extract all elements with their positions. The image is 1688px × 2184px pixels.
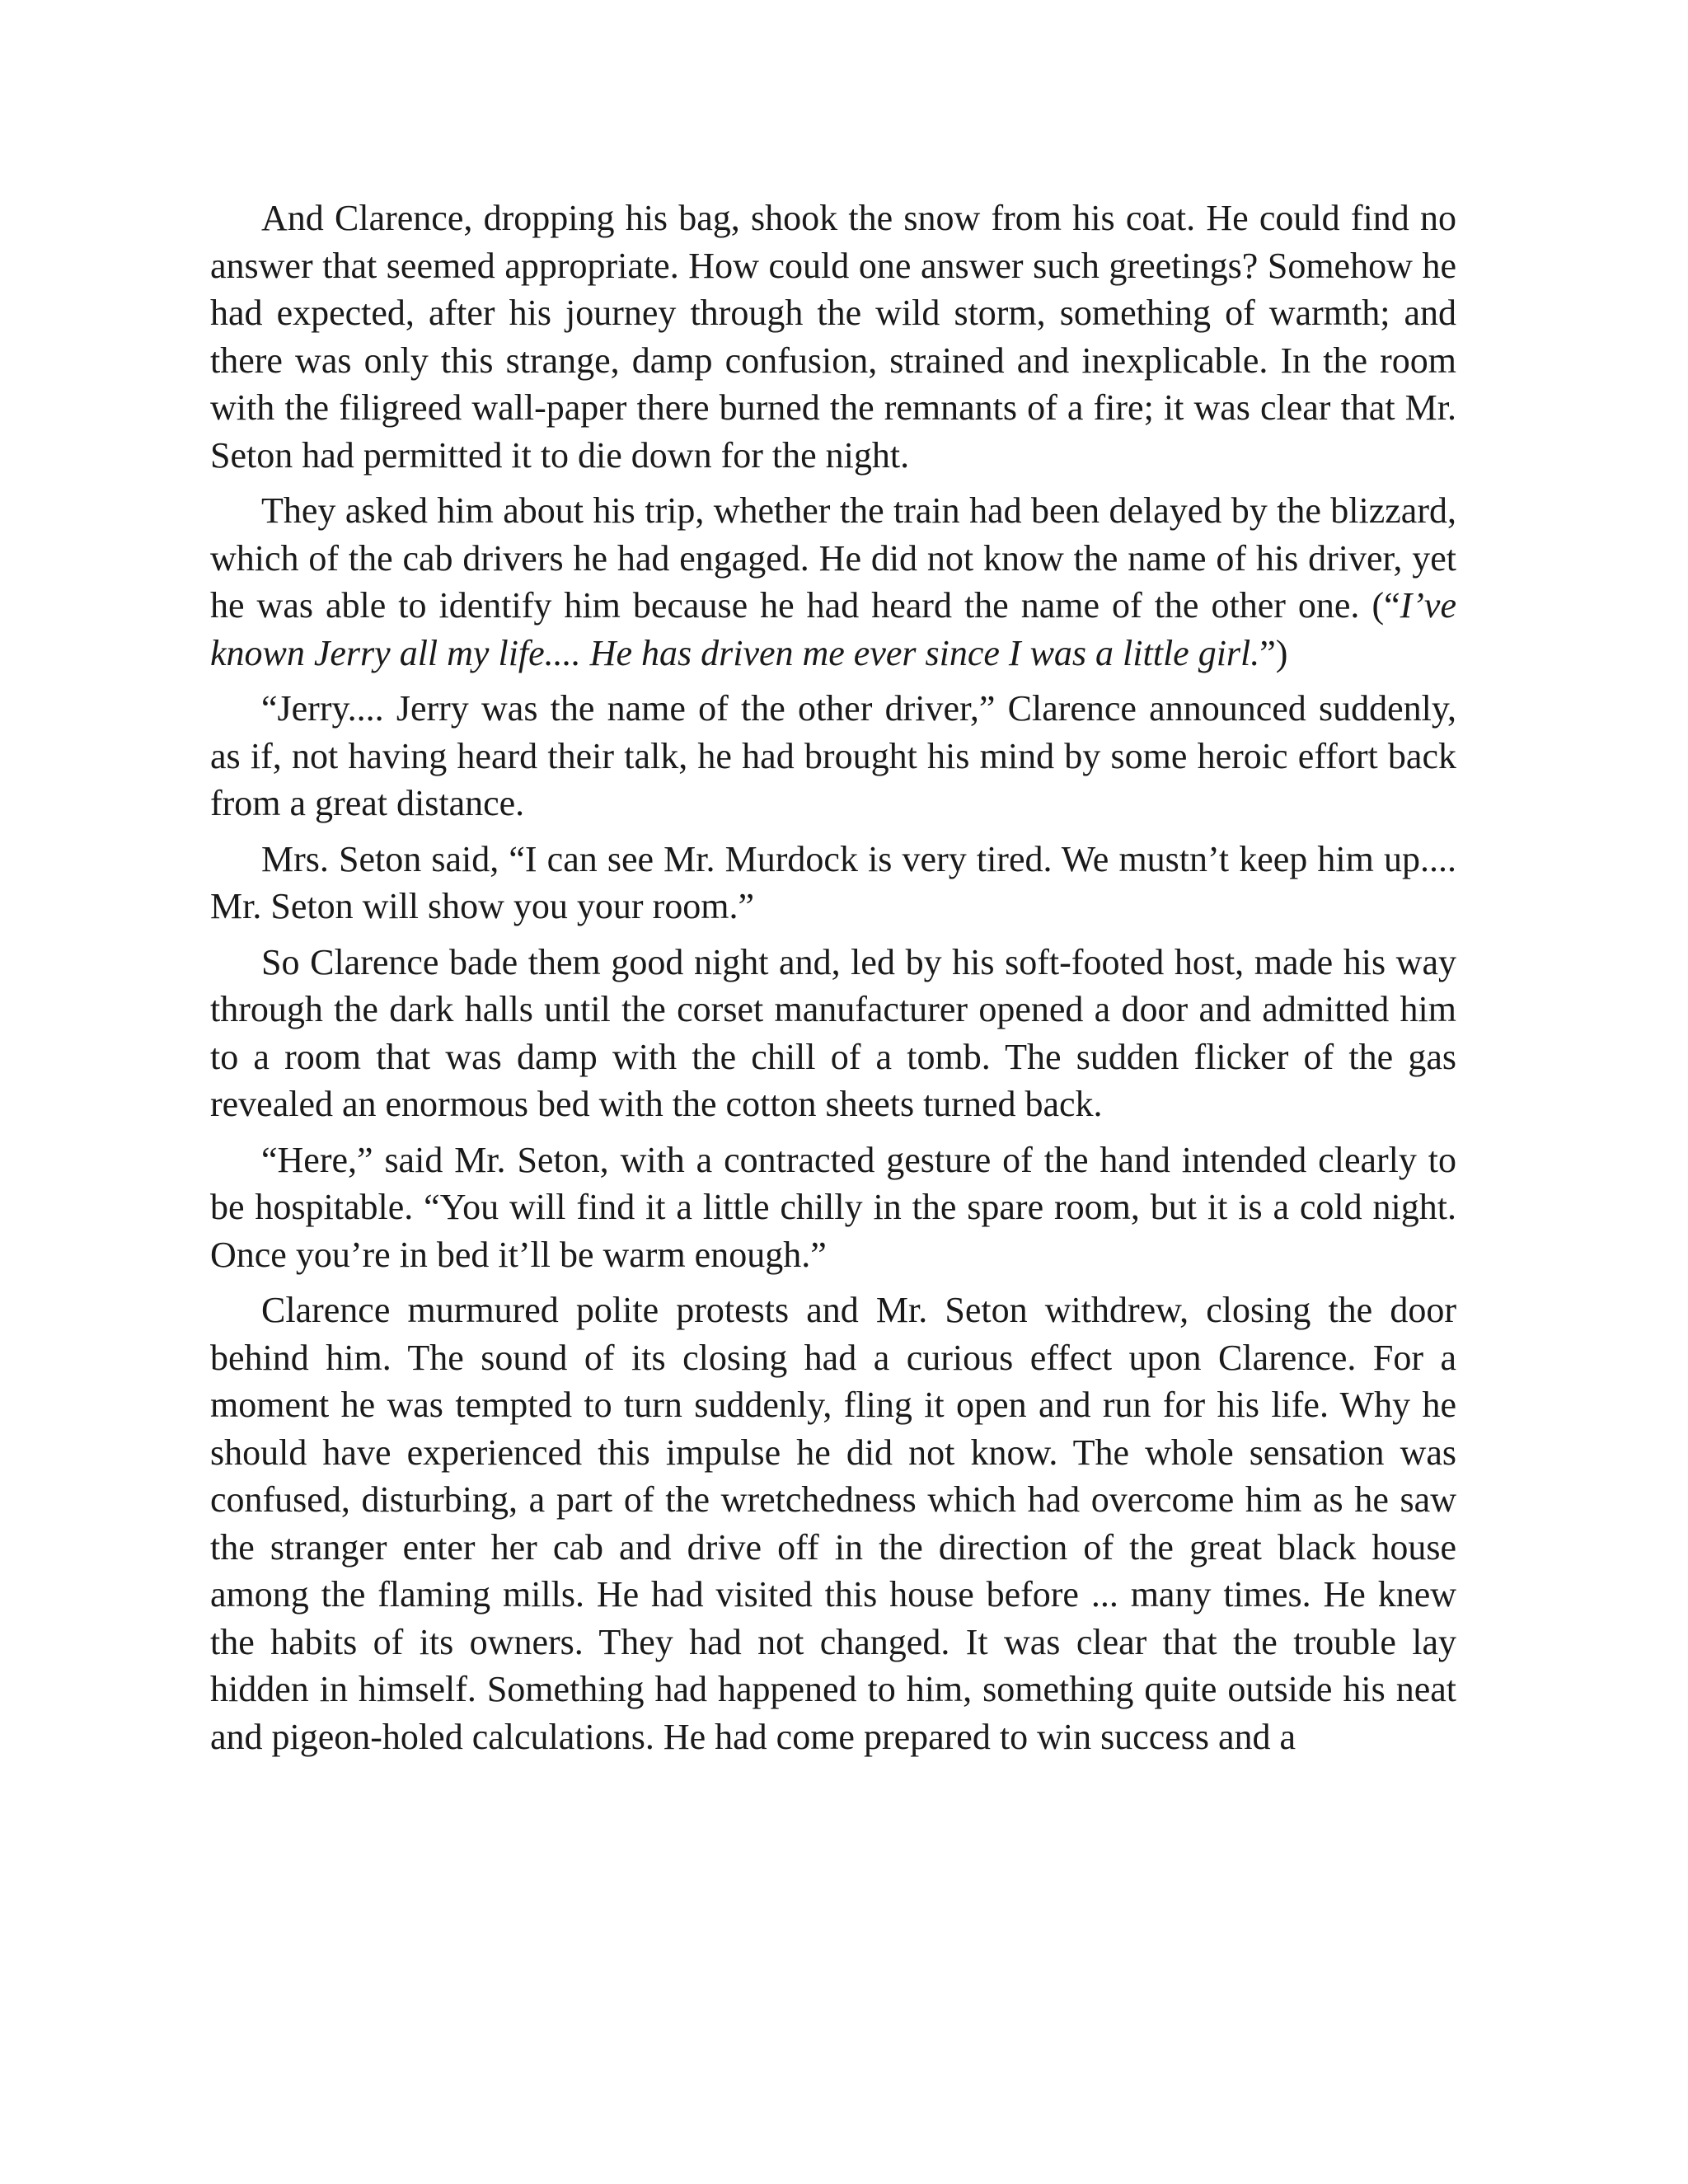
paragraph-5: So Clarence bade them good night and, led by his soft-footed host, made his way through the dark halls until the corset manufacturer opened a door and admitted him to a room that was damp with the chill of a tomb. The sudden flicker of the gas revealed an enormous bed with the cotton sheets turned back. <box>210 941 1456 1124</box>
paragraph-7: Clarence murmured polite protests and Mr. Seton withdrew, closing the door behind him. The sound of its closing had a curious effect upon Clarence. For a moment he was tempted to turn suddenly, fling it open and run for his life. Why he should have experienced this impulse he did not know. The whole sensation was confused, disturbing, a part of the wretchedness which had overcome him as he saw the stranger enter her cab and drive off in the direction of the great black house among the flaming mills. He had visited this house before ... many times. He knew the habits of its owners. They had not changed. It was clear that the trouble lay hidden in himself. Something had happened to him, something quite outside his neat and pigeon-holed calculations. He had come prepared to win success and a <box>210 1290 1456 1757</box>
paragraph-2-italic-quote: I’ve known Jerry all my life.... He has driven me ever since I was a little girl. <box>210 585 1456 673</box>
paragraph-6: “Here,” said Mr. Seton, with a contracted gesture of the hand intended clearly to be hospitable. “You will find it a little chilly in the spare room, but it is a cold night. Once you’re in bed it’ll be warm enough.” <box>210 1139 1456 1275</box>
paragraph-2 <box>210 487 1456 677</box>
paragraph-1: And Clarence, dropping his bag, shook the snow from his coat. He could find no answer that seemed appropriate. How could one answer such greetings? Somehow he had expected, after his journey through the wild storm, something of warmth; and there was only this strange, damp confusion, strained and inexplicable. In the room with the filigreed wall-paper there burned the remnants of a fire; it was clear that Mr. Seton had permitted it to die down for the night. <box>210 198 1456 476</box>
paragraph-2-closing: ”) <box>1259 632 1288 673</box>
paragraph-2-text: They asked him about his trip, whether the train had been delayed by the blizzard, which of the cab drivers he had engaged. He did not know the name of his driver, yet he was able to identify him because he had heard the name of the other one. (“ <box>210 490 1456 626</box>
paragraph-3: “Jerry.... Jerry was the name of the other driver,” Clarence announced suddenly, as if, not having heard their talk, he had brought his mind by some heroic effort back from a great distance. <box>210 688 1456 823</box>
paragraph-4: Mrs. Seton said, “I can see Mr. Murdock is very tired. We mustn’t keep him up.... Mr. Seton will show you your room.” <box>210 838 1456 926</box>
body-text <box>210 194 1456 1769</box>
